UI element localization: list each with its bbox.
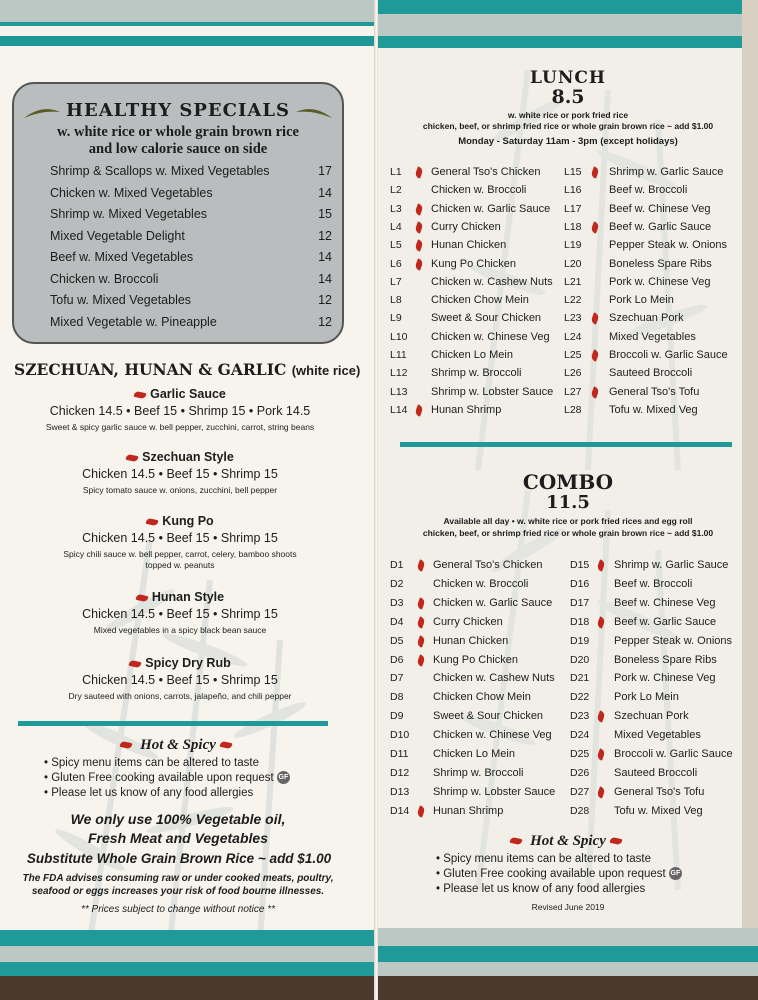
item-code: L1 [390,166,402,178]
item-code: L5 [390,239,402,252]
item-code: D26 [570,766,590,779]
menu-item-name: Sweet & Sour Chicken [431,312,542,325]
menu-item-name: Shrimp w. Broccoli [431,367,522,380]
menu-item-name: Beef w. Chinese Veg [609,202,711,215]
combo-price: 11.5 [546,492,590,513]
menu-item-name: Beef w. Chinese Veg [614,596,716,609]
item-code: D3 [390,596,404,609]
pepper-icon [220,741,233,749]
item-code: L2 [390,184,402,197]
menu-item-name: Shrimp w. Lobster Sauce [431,385,554,398]
pepper-icon [414,203,423,215]
healthy-subtitle-1: w. white rice or whole grain brown rice [57,124,299,140]
healthy-item-row [50,272,332,286]
dish-name: Garlic Sauce [150,387,226,401]
menu-item-name: Chicken w. Broccoli [431,184,527,197]
menu-item-name: Shrimp w. Garlic Sauce [609,166,724,178]
healthy-item-row [50,293,332,307]
healthy-item-row [50,229,332,243]
item-price: 12 [318,293,332,307]
menu-item-name: Chicken w. Broccoli [433,577,529,590]
hot-spicy-title: Hot & Spicy [140,737,216,753]
menu-item-name: Chicken w. Chinese Veg [431,330,550,343]
item-code: D11 [390,748,409,760]
item-code: D15 [570,559,590,571]
item-code: L16 [564,184,582,197]
menu-item-name: Shrimp w. Broccoli [433,766,524,779]
pepper-icon [414,221,423,233]
menu-item-name: Beef w. Garlic Sauce [609,220,712,233]
item-code: D12 [390,766,410,779]
item-code: D5 [390,634,404,647]
menu-item-name: Hunan Shrimp [433,804,504,817]
healthy-specials-title: HEALTHY SPECIALS [65,100,291,121]
menu-item-name: Mixed Vegetables [614,729,701,742]
menu-item-name: Curry Chicken [433,615,503,628]
pepper-icon [414,258,423,270]
item-code: D20 [570,653,590,666]
hot-spicy-title: Hot & Spicy [530,833,606,849]
item-name: Mixed Vegetable w. Pineapple [50,314,217,329]
dish-description: Spicy tomato sauce w. onions, zucchini, bell pepper [82,485,278,495]
prices-note: ** Prices subject to change without notice ** [81,904,275,915]
item-code: L21 [564,275,582,288]
table-edge [0,976,376,1000]
item-code: D27 [570,785,590,798]
item-code: D10 [390,729,410,742]
healthy-item-row [50,164,332,178]
menu-item-name: Szechuan Pork [614,710,689,723]
dish-description: Sweet & spicy garlic sauce w. bell pepper, zucchini, carrot, string beans [45,422,315,432]
item-code: L22 [564,294,582,307]
item-name: Tofu w. Mixed Vegetables [50,293,192,307]
dish-prices: Chicken 14.5 • Beef 15 • Shrimp 15 • Pork 14.5 [49,404,311,418]
item-code: L19 [564,239,582,252]
pepper-icon [134,391,147,399]
vegetable-oil-note: We only use 100% Vegetable oil, Fresh Meat and Vegetables [70,811,286,846]
lunch-price: 8.5 [551,86,585,108]
menu-item-name: Broccoli w. Garlic Sauce [614,748,733,760]
dish-prices: Chicken 14.5 • Beef 15 • Shrimp 15 [82,467,278,481]
item-code: D2 [390,577,404,590]
menu-item-name: Tofu w. Mixed Veg [614,804,703,817]
lunch-line-2: chicken, beef, or shrimp fried rice or whole grain brown rice ~ add $1.00 [422,121,714,131]
item-name: Mixed Vegetable Delight [50,228,185,243]
item-price: 17 [318,164,332,178]
item-code: D17 [570,596,590,609]
healthy-item-row [50,315,332,329]
item-price: 12 [318,228,332,243]
item-code: D22 [570,691,590,704]
hot-spicy-bullets [436,852,682,897]
dish-prices: Chicken 14.5 • Beef 15 • Shrimp 15 [82,673,278,687]
item-code: L3 [390,202,402,215]
menu-item-name: Sweet & Sour Chicken [433,710,544,723]
menu-item-name: Tofu w. Mixed Veg [609,403,698,416]
menu-item-name: Kung Po Chicken [431,257,516,270]
item-code: D19 [570,634,590,647]
healthy-item-row [50,186,332,200]
top-stripe [378,14,758,36]
menu-item-name: General Tso's Tofu [609,385,700,398]
bullet-item: • Please let us know of any food allergies [44,787,254,799]
menu-item-name: Beef w. Garlic Sauce [614,615,717,628]
item-code: D28 [570,804,590,817]
pepper-icon [129,660,142,668]
menu-item-name: Chicken Chow Mein [433,691,531,704]
menu-item-name: Sauteed Broccoli [614,766,698,779]
healthy-specials-box [12,82,344,344]
pepper-icon [146,518,159,526]
menu-item-name: Beef w. Broccoli [614,577,693,590]
brown-rice-note: Substitute Whole Grain Brown Rice ~ add $1.00 [26,851,332,866]
menu-item-name: Chicken w. Chinese Veg [433,729,552,742]
menu-item-name: Boneless Spare Ribs [609,257,712,270]
item-code: L20 [564,257,582,270]
top-stripe [378,0,758,14]
lunch-line-1: w. white rice or pork fried rice [507,110,629,120]
bottom-stripe [0,946,376,962]
item-price: 14 [318,185,332,200]
menu-item-name: Chicken w. Garlic Sauce [431,202,551,215]
top-stripe-teal [0,22,376,26]
menu-item-name: General Tso's Chicken [431,166,541,178]
item-code: D8 [390,691,404,704]
dish-item [10,656,350,702]
item-code: D6 [390,653,404,666]
menu-item-name: Hunan Chicken [431,239,507,252]
bottom-stripe [0,930,376,946]
item-code: L15 [564,166,582,178]
menu-item-name: Pepper Steak w. Onions [614,634,733,647]
item-code: D23 [570,710,590,723]
item-code: L25 [564,349,582,361]
item-code: L9 [390,312,402,325]
combo-title: COMBO [522,470,614,494]
combo-line-1: Available all day • w. white rice or pork fried rices and egg roll [443,516,693,526]
gluten-free-icon: GF [277,771,290,784]
menu-item-name: Mixed Vegetables [609,330,696,343]
menu-item-name: Pork w. Chinese Veg [614,672,716,685]
bottom-stripe [378,962,758,976]
lunch-hours: Monday - Saturday 11am - 3pm (except holidays) [458,136,678,147]
menu-item-name: Pepper Steak w. Onions [609,239,728,252]
bullet-item: • Gluten Free cooking available upon request GF [44,772,289,784]
menu-item-name: Beef w. Broccoli [609,184,688,197]
item-price: 15 [318,207,332,221]
item-name: Shrimp w. Mixed Vegetables [50,207,208,221]
dish-description: Mixed vegetables in a spicy black bean sauce [93,625,267,635]
pepper-icon [119,741,132,749]
item-code: D1 [390,559,404,571]
pepper-icon [414,404,423,416]
menu-item-name: Pork w. Chinese Veg [609,275,711,288]
menu-item-name: Boneless Spare Ribs [614,653,717,666]
item-code: D21 [570,672,590,685]
bottom-stripe [0,962,376,976]
healthy-item-row [50,250,332,264]
item-name: Chicken w. Broccoli [50,271,159,286]
fda-warning: The FDA advises consuming raw or under cooked meats, poultry, seafood or eggs increases your risk of food bourne illnesses. [22,873,334,897]
top-stripe [0,0,376,22]
hot-spicy-heading [0,736,376,754]
revised-date: Revised June 2019 [531,902,605,912]
item-code: D4 [390,615,404,628]
item-name: Beef w. Mixed Vegetables [50,250,194,264]
top-stripe-band [0,36,376,46]
item-name: Chicken w. Mixed Vegetables [50,185,213,200]
bottom-stripe [378,928,758,946]
item-code: D7 [390,672,404,685]
item-code: L12 [390,367,408,380]
item-code: L23 [564,312,582,325]
dish-item [10,590,350,636]
item-price: 14 [318,271,332,286]
menu-item-name: Szechuan Pork [609,312,684,325]
item-code: D24 [570,729,590,742]
dish-description: Spicy chili sauce w. bell pepper, carrot, celery, bamboo shoots [63,549,297,559]
item-code: L11 [390,349,407,361]
dish-name: Spicy Dry Rub [145,656,231,670]
menu-item-name: Shrimp w. Lobster Sauce [433,785,556,798]
item-code: L17 [564,202,582,215]
combo-line-2: chicken, beef, or shrimp fried rice or whole grain brown rice ~ add $1.00 [422,528,714,538]
bullet-item: • Spicy menu items can be altered to taste [436,853,651,865]
menu-item-name: Chicken Lo Mein [433,748,515,760]
menu-item-name: Sauteed Broccoli [609,367,693,380]
pepper-icon [126,454,139,462]
dish-description: topped w. peanuts [145,560,215,570]
menu-item-name: Curry Chicken [431,220,501,233]
dish-item [10,514,350,571]
szechuan-title-text: SZECHUAN, HUNAN & GARLIC [14,360,287,379]
hot-spicy-heading [378,832,758,850]
item-code: L24 [564,330,582,343]
dish-prices: Chicken 14.5 • Beef 15 • Shrimp 15 [82,531,278,545]
dish-name: Hunan Style [151,590,225,604]
menu-item-name: Chicken w. Cashew Nuts [431,275,553,288]
menu-item-name: Broccoli w. Garlic Sauce [609,349,728,361]
dish-item [10,387,350,433]
divider [18,721,328,726]
menu-item-name: Hunan Chicken [433,634,509,647]
item-code: D14 [390,804,410,817]
menu-item-name: Chicken w. Cashew Nuts [433,672,555,685]
healthy-subtitle-2: and low calorie sauce on side [88,141,268,157]
szechuan-title-note: (white rice) [291,363,361,378]
item-code: D13 [390,785,410,798]
bullet-item: • Gluten Free cooking available upon request GF [436,868,681,880]
pepper-icon [610,837,623,845]
menu-item-name: Shrimp w. Garlic Sauce [614,559,729,571]
dish-prices: Chicken 14.5 • Beef 15 • Shrimp 15 [82,607,278,621]
menu-item-name: Chicken w. Garlic Sauce [433,596,553,609]
menu-item-name: General Tso's Tofu [614,785,705,798]
item-code: D16 [570,577,590,590]
item-code: L14 [390,403,408,416]
bullet-item: • Spicy menu items can be altered to taste [44,757,259,769]
lunch-title: LUNCH [530,68,606,88]
item-code: D9 [390,710,404,723]
item-code: L28 [564,403,582,416]
gluten-free-icon: GF [669,867,682,880]
divider [400,442,732,447]
item-price: 14 [318,250,332,264]
dish-name: Szechuan Style [142,450,234,464]
top-stripe [378,36,758,48]
item-code: L18 [564,220,582,233]
healthy-item-row [50,207,332,221]
menu-item-name: General Tso's Chicken [433,559,543,571]
item-name: Shrimp & Scallops w. Mixed Vegetables [50,164,270,178]
item-code: L13 [390,385,408,398]
dish-description: Dry sauteed with onions, carrots, jalapeño, and chili pepper [68,691,292,701]
item-code: L4 [390,220,402,233]
menu-item-name: Hunan Shrimp [431,403,502,416]
hot-spicy-bullets [44,756,290,801]
menu-item-name: Chicken Chow Mein [431,294,529,307]
item-code: L6 [390,257,402,270]
pepper-icon [135,594,148,602]
item-code: L7 [390,275,402,288]
szechuan-section-title [14,360,360,379]
pepper-icon [509,837,522,845]
pepper-icon [414,166,423,178]
item-code: L27 [564,385,582,398]
menu-item-name: Kung Po Chicken [433,653,518,666]
item-code: L8 [390,294,402,307]
dish-item [10,450,350,496]
left-menu-panel [0,0,376,1000]
menu-item-name: Pork Lo Mein [609,294,674,307]
item-code: L26 [564,367,582,380]
pepper-icon [414,239,423,251]
menu-item-name: Pork Lo Mein [614,691,679,704]
bottom-stripe [378,946,758,962]
table-edge [378,976,758,1000]
right-menu-panel [378,0,758,1000]
item-code: L10 [390,330,408,343]
item-price: 12 [318,314,332,329]
item-code: D25 [570,748,590,760]
bullet-item: • Please let us know of any food allergies [436,883,646,895]
dish-name: Kung Po [162,514,214,528]
menu-item-name: Chicken Lo Mein [431,349,513,361]
item-code: D18 [570,615,590,628]
